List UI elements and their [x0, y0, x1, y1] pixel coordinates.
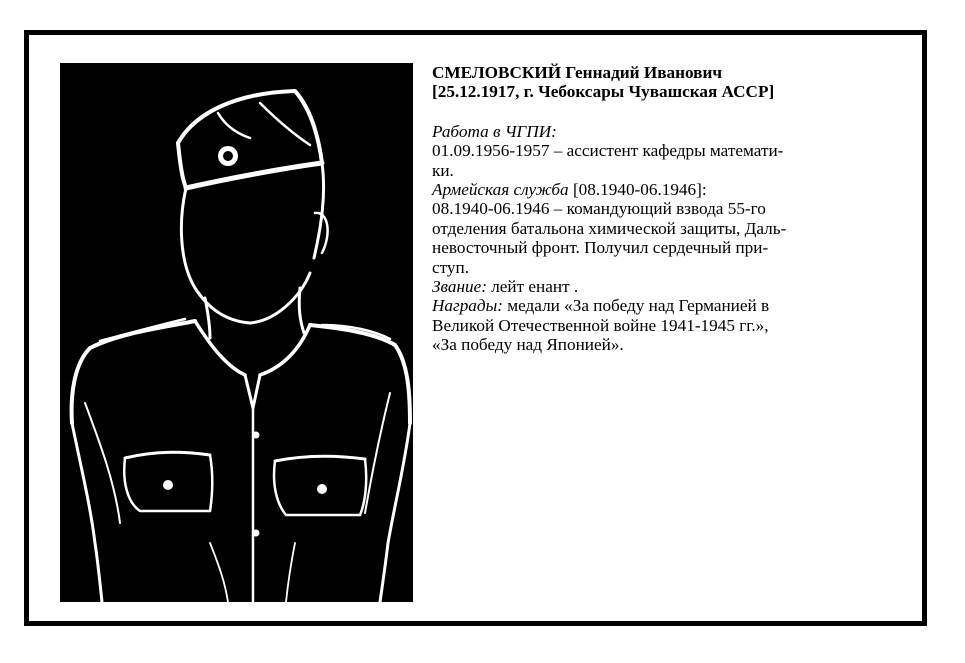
army-label: Армейская служба	[432, 180, 569, 200]
awards-label: Награды:	[432, 296, 503, 316]
army-period: [08.1940-06.1946]:	[568, 180, 707, 200]
awards-first: медали «За победу над Германией в	[502, 296, 770, 316]
work-label: Работа в ЧГПИ:	[432, 121, 557, 141]
army-heading-line	[432, 180, 892, 199]
biography-text	[432, 63, 892, 355]
army-line-1: 08.1940-06.1946 – командующий взвода 55-го	[432, 199, 766, 219]
army-line-4: ступ.	[432, 257, 470, 277]
awards-line-1	[432, 296, 892, 315]
soldier-silhouette-portrait	[60, 63, 413, 602]
army-line-2: отделения батальона химической защиты, Даль-	[432, 218, 787, 238]
person-name: СМЕЛОВСКИЙ Геннадий Иванович	[432, 63, 723, 82]
rank-value: лейт енант .	[486, 277, 579, 297]
birth-info: [25.12.1917, г. Чебоксары Чувашская АССР]	[432, 82, 775, 102]
work-line-2: ки.	[432, 160, 454, 180]
awards-line-2: Великой Отечественной войне 1941-1945 гг.»,	[432, 315, 769, 335]
army-line-3: невосточный фронт. Получил сердечный при-	[432, 238, 769, 258]
rank-label: Звание:	[432, 277, 487, 297]
work-line-1: 01.09.1956-1957 – ассистент кафедры математи-	[432, 141, 784, 161]
rank-line	[432, 277, 892, 296]
awards-line-3: «За победу над Японией».	[432, 335, 624, 355]
